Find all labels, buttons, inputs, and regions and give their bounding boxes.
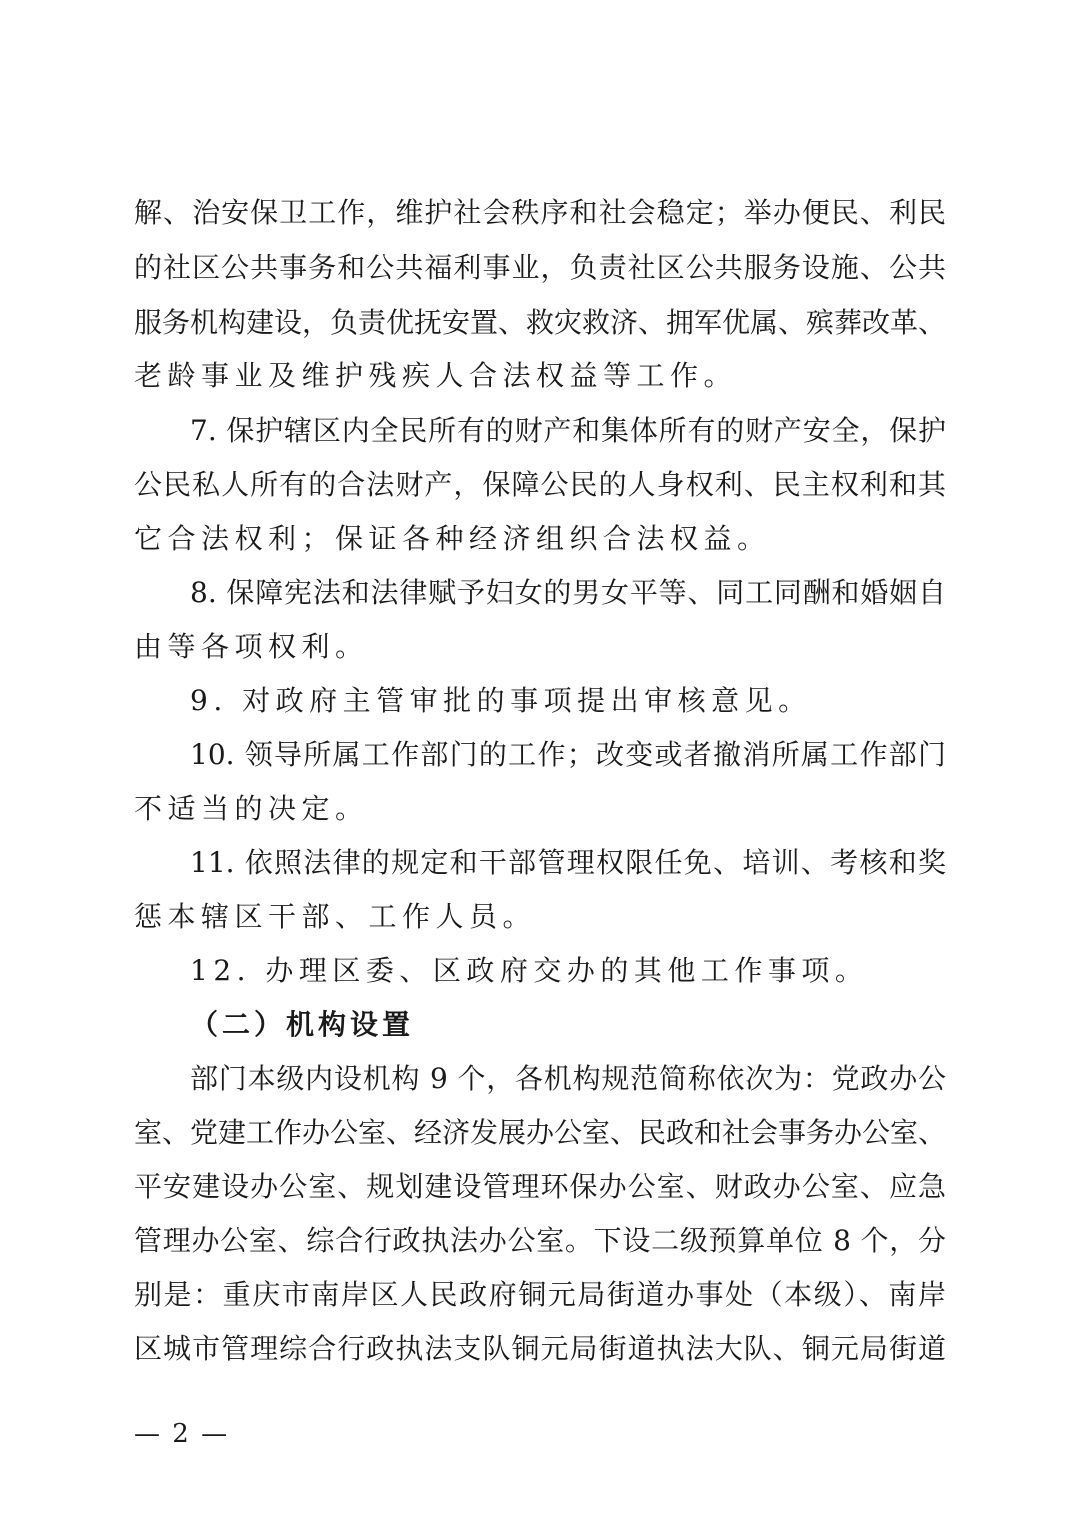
list-item-12: 12. 办理区委、区政府交办的其他工作事项。 [190, 954, 869, 987]
paragraph-line: 由等各项权利。 [134, 630, 369, 663]
page-number: — 2 — [134, 1419, 230, 1449]
list-item-9: 9. 对政府主管审批的事项提出审核意见。 [190, 684, 812, 717]
list-item-10: 10. 领导所属工作部门的工作；改变或者撤消所属工作部门 [190, 738, 946, 771]
paragraph-line: 解、治安保卫工作，维护社会秩序和社会稳定；举办便民、利民 [134, 196, 946, 229]
paragraph-line: 不适当的决定。 [134, 792, 369, 825]
paragraph-line: 的社区公共事务和公共福利事业，负责社区公共服务设施、公共 [134, 251, 946, 284]
list-item-11: 11. 依照法律的规定和干部管理权限任免、培训、考核和奖 [190, 846, 946, 879]
paragraph-line: 室、党建工作办公室、经济发展办公室、民政和社会事务办公室、 [134, 1116, 947, 1149]
paragraph-line: 部门本级内设机构 9 个，各机构规范简称依次为：党政办公 [190, 1062, 946, 1095]
paragraph-line: 它合法权利；保证各种经济组织合法权益。 [134, 522, 771, 555]
paragraph-line: 别是：重庆市南岸区人民政府铜元局街道办事处（本级）、南岸 [134, 1278, 946, 1311]
section-heading: （二）机构设置 [190, 1008, 415, 1041]
paragraph-line: 管理办公室、综合行政执法办公室。下设二级预算单位 8 个，分 [134, 1224, 946, 1257]
paragraph-line: 公民私人所有的合法财产，保障公民的人身权利、民主权利和其 [134, 468, 946, 501]
paragraph-line: 老龄事业及维护残疾人合法权益等工作。 [134, 359, 738, 392]
paragraph-line: 服务机构建设，负责优抚安置、救灾救济、拥军优属、殡葬改革、 [134, 306, 947, 339]
paragraph-line: 区城市管理综合行政执法支队铜元局街道执法大队、铜元局街道 [134, 1332, 946, 1365]
list-item-8: 8. 保障宪法和法律赋予妇女的男女平等、同工同酬和婚姻自 [190, 576, 946, 609]
paragraph-line: 平安建设办公室、规划建设管理环保办公室、财政办公室、应急 [134, 1170, 946, 1203]
paragraph-line: 惩本辖区干部、工作人员。 [134, 900, 537, 933]
list-item-7: 7. 保护辖区内全民所有的财产和集体所有的财产安全，保护 [190, 414, 946, 447]
